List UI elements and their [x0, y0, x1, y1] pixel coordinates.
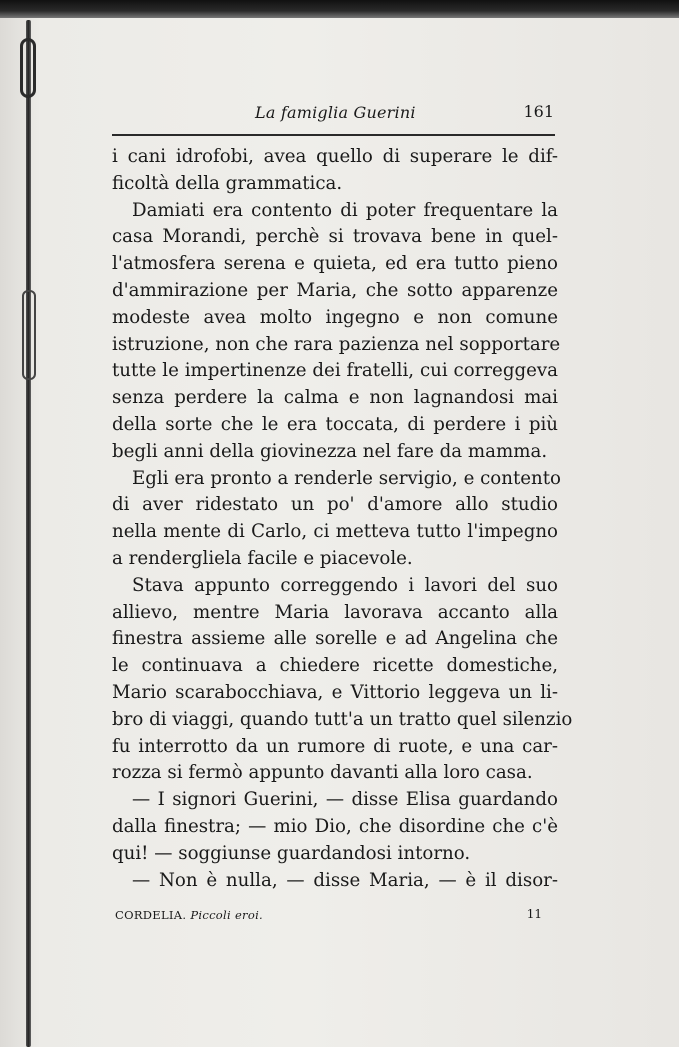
text-line: ficoltà della grammatica. [112, 172, 343, 194]
text-line: di aver ridestato un po' d'amore allo studio [112, 494, 558, 516]
text-line: fu interrotto da un rumore di ruote, e una car- [112, 735, 558, 757]
text-line: — I signori Guerini, — disse Elisa guardando [132, 789, 558, 811]
text-line: tutte le impertinenze dei fratelli, cui correggeva [112, 360, 558, 382]
text-line: modeste avea molto ingegno e non comune [112, 306, 558, 328]
text-line: nella mente di Carlo, ci metteva tutto l'impegno [112, 521, 558, 543]
scan-top-border [0, 0, 679, 18]
text-line: finestra assieme alle sorelle e ad Angelina che [112, 628, 558, 650]
signature-author: CORDELIA. [115, 908, 187, 922]
page-number: 161 [523, 102, 554, 121]
binding-clip [20, 38, 36, 98]
text-line: istruzione, non che rara pazienza nel sopportare [112, 333, 561, 355]
text-line: senza perdere la calma e non lagnandosi mai [112, 387, 558, 409]
text-line: d'ammirazione per Maria, che sotto apparenze [112, 279, 558, 301]
text-line: a rendergliela facile e piacevole. [112, 547, 413, 569]
text-line: della sorte che le era toccata, di perdere i più [112, 413, 558, 435]
text-line: begli anni della giovinezza nel fare da mamma. [112, 440, 548, 462]
book-signature [115, 908, 263, 922]
text-line: l'atmosfera serena e quieta, ed era tutto pieno [112, 253, 558, 275]
text-line: rozza si fermò appunto davanti alla loro casa. [112, 762, 533, 784]
text-line: i cani idrofobi, avea quello di superare le dif- [112, 146, 558, 167]
page-footer [112, 906, 556, 930]
binding-edge [26, 20, 31, 1047]
signature-book-title: Piccoli eroi. [190, 908, 264, 922]
text-line: Stava appunto correggendo i lavori del suo [132, 574, 558, 596]
text-line: allievo, mentre Maria lavorava accanto alla [112, 601, 558, 623]
book-binding [18, 20, 40, 1047]
text-line: — Non è nulla, — disse Maria, — è il disor- [132, 869, 558, 891]
text-line: Mario scarabocchiava, e Vittorio leggeva un li- [112, 681, 558, 703]
text-line: Damiati era contento di poter frequentare la [132, 199, 558, 221]
binding-clip-lower [22, 290, 36, 380]
page-header [112, 100, 556, 128]
text-line: bro di viaggi, quando tutt'a un tratto quel silenzio [112, 708, 573, 730]
text-line: Egli era pronto a renderle servigio, e contento [132, 467, 562, 489]
running-title: La famiglia Guerini [255, 103, 416, 122]
text-line: qui! — soggiunse guardandosi intorno. [112, 842, 471, 864]
text-line: le continuava a chiedere ricette domestiche, [112, 655, 558, 677]
text-line: casa Morandi, perchè si trovava bene in quel- [112, 226, 558, 248]
text-line: dalla finestra; — mio Dio, che disordine che c'è [112, 815, 558, 837]
signature-number: 11 [526, 907, 542, 921]
header-rule [112, 134, 555, 136]
body-text [112, 144, 573, 894]
